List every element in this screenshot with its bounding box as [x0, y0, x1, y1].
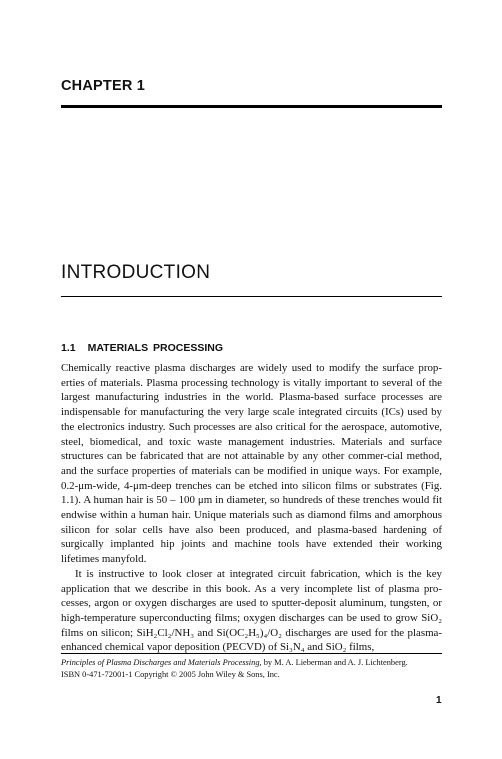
paragraph: It is instructive to look closer at integrated circuit fabrication, which is the key application that we describe in this book. As a very incomplete list of plasma pro-cesses, argon or oxygen discharges are used to sputter-deposit aluminum, tungsten, or high-temperature superconducting films; oxygen discharges can be used to grow SiO₂ films on silicon; SiH₂Cl₂/NH₃ and Si(OC₂H₅)₄/O₂ discharges are used for the plasma-enhanced chemical vapor deposition (PECVD) of Si₃N₄ and SiO₂ films,: [61, 567, 442, 654]
page-number: 1: [436, 695, 442, 706]
chapter-label: CHAPTER 1: [61, 78, 145, 94]
footnote-book-title: Principles of Plasma Discharges and Materials Processing,: [61, 658, 262, 667]
footnote-authors: by M. A. Lieberman and A. J. Lichtenberg.: [261, 658, 408, 667]
chapter-rule: [61, 105, 442, 108]
chapter-title: INTRODUCTION: [61, 262, 211, 283]
footnote-rule: [61, 653, 442, 654]
section-heading: [61, 342, 223, 354]
footnote-isbn: ISBN 0-471-72001-1 Copyright © 2005 John Wiley & Sons, Inc.: [61, 669, 280, 679]
section-number: 1.1: [61, 342, 76, 354]
footnote: [61, 657, 451, 680]
section-title: MATERIALS PROCESSING: [87, 342, 224, 354]
paragraph: Chemically reactive plasma discharges are widely used to modify the surface prop-erties of materials. Plasma processing technology is vitally important to several of the largest manufacturing industries in the world. Plasma-based surface processes are indispensable for manufacturing the very large scale integrated circuits (ICs) used by the electronics industry. Such processes are also critical for the aerospace, automotive, steel, biomedical, and toxic waste management industries. Materials and surface structures can be fabricated that are not attainable by any other commer-cial method, and the surface properties of materials can be modified in unique ways. For example, 0.2-μm-wide, 4-μm-deep trenches can be etched into silicon films or substrates (Fig. 1.1). A human hair is 50 – 100 μm in diameter, so hundreds of these trenches would fit endwise within a human hair. Unique materials such as diamond films and amorphous silicon for solar cells have also been produced, and plasma-based hardening of surgically implanted hip joints and machine tools have extended their working lifetimes manyfold.: [61, 362, 442, 566]
body-text: [61, 361, 442, 655]
title-rule: [61, 296, 442, 297]
